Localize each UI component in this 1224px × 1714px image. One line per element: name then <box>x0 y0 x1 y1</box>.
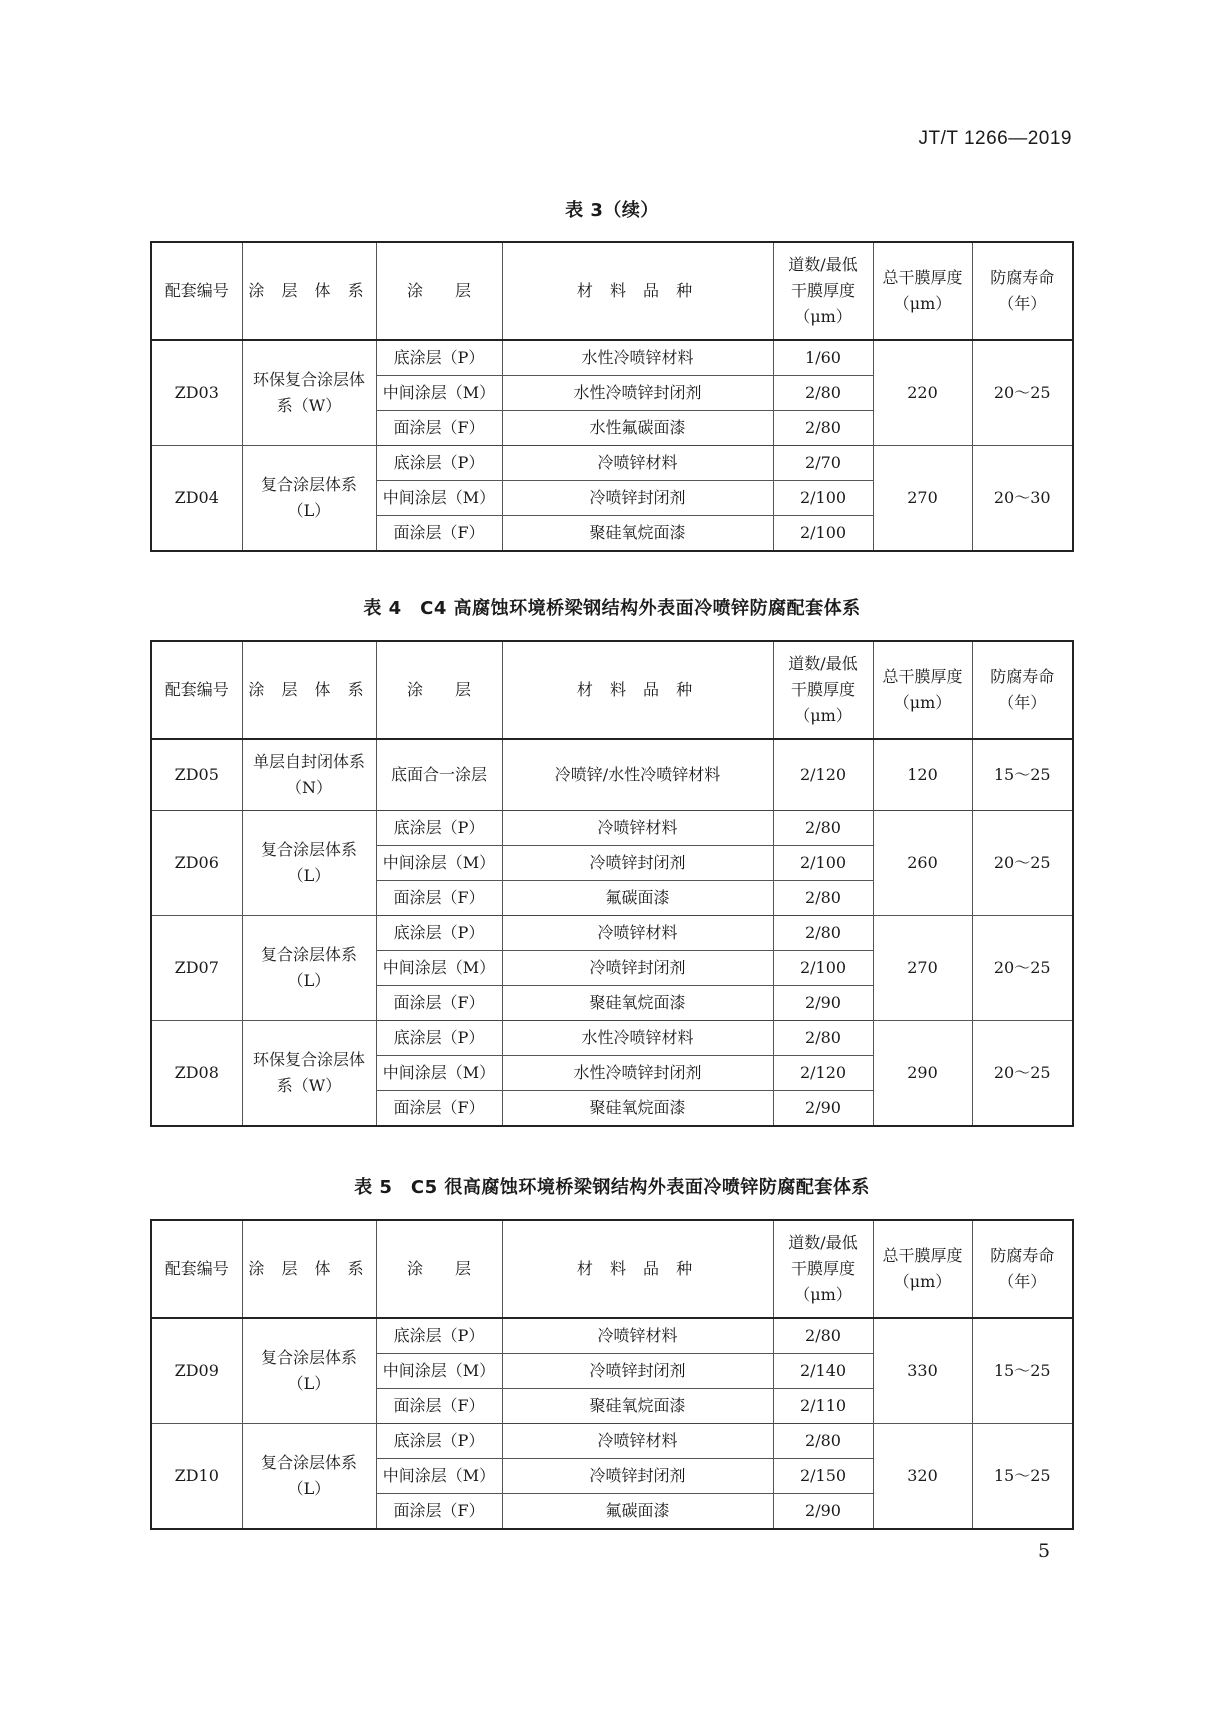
coating-system-label: 复合涂层体系（L） <box>260 475 357 520</box>
material-cell: 氟碳面漆 <box>502 1494 773 1530</box>
col-header-code: 配套编号 <box>151 1220 242 1318</box>
passes-thickness-cell: 2/80 <box>773 1424 873 1459</box>
system-code-cell: ZD03 <box>151 340 242 446</box>
coating-system-label: 复合涂层体系（L） <box>260 945 357 990</box>
coating-layer-cell: 面涂层（F） <box>376 1494 502 1530</box>
table-row <box>151 340 1073 376</box>
total-thickness-cell: 220 <box>873 340 972 446</box>
table-row <box>151 1318 1073 1354</box>
table-body <box>151 340 1073 551</box>
service-life-cell: 15～25 <box>972 1424 1073 1530</box>
system-code-cell: ZD10 <box>151 1424 242 1530</box>
table-header-row <box>151 641 1073 739</box>
table-4-caption: 表 4 C4 高腐蚀环境桥梁钢结构外表面冷喷锌防腐配套体系 <box>363 598 861 619</box>
coating-system-cell <box>242 1021 376 1127</box>
coating-system-label: 复合涂层体系（L） <box>260 1453 357 1498</box>
material-cell: 冷喷锌封闭剂 <box>502 1459 773 1494</box>
material-cell: 水性冷喷锌材料 <box>502 1021 773 1056</box>
service-life-cell: 15～25 <box>972 1318 1073 1424</box>
passes-thickness-cell: 2/100 <box>773 846 873 881</box>
col-header-coating: 涂 层 <box>376 641 502 739</box>
col-header-passes: 道数/最低 干膜厚度 （μm） <box>773 242 873 340</box>
coating-layer-cell: 中间涂层（M） <box>376 481 502 516</box>
total-thickness-cell: 120 <box>873 739 972 811</box>
coating-system-label: 复合涂层体系（L） <box>260 840 357 885</box>
table-5-caption: 表 5 C5 很高腐蚀环境桥梁钢结构外表面冷喷锌防腐配套体系 <box>354 1177 870 1198</box>
coating-system-label: 环保复合涂层体系（W） <box>253 370 366 415</box>
total-thickness-cell: 290 <box>873 1021 972 1127</box>
system-code-cell: ZD05 <box>151 739 242 811</box>
coating-system-cell <box>242 340 376 446</box>
coating-system-cell <box>242 1424 376 1530</box>
passes-thickness-cell: 2/140 <box>773 1354 873 1389</box>
material-cell: 冷喷锌材料 <box>502 1424 773 1459</box>
col-header-system: 涂 层 体 系 <box>242 1220 376 1318</box>
coating-layer-cell: 中间涂层（M） <box>376 951 502 986</box>
system-code-cell: ZD07 <box>151 916 242 1021</box>
col-header-system: 涂 层 体 系 <box>242 641 376 739</box>
material-cell: 冷喷锌材料 <box>502 916 773 951</box>
material-cell: 冷喷锌封闭剂 <box>502 951 773 986</box>
material-cell: 冷喷锌封闭剂 <box>502 481 773 516</box>
coating-layer-cell: 底涂层（P） <box>376 916 502 951</box>
service-life-cell: 20～25 <box>972 340 1073 446</box>
coating-system-cell <box>242 811 376 916</box>
material-cell: 聚硅氧烷面漆 <box>502 1091 773 1127</box>
material-cell: 水性冷喷锌材料 <box>502 340 773 376</box>
coating-layer-cell: 中间涂层（M） <box>376 376 502 411</box>
col-header-code: 配套编号 <box>151 641 242 739</box>
col-header-material: 材 料 品 种 <box>502 1220 773 1318</box>
table-row <box>151 811 1073 846</box>
coating-layer-cell: 中间涂层（M） <box>376 1056 502 1091</box>
service-life-cell: 20～30 <box>972 446 1073 552</box>
passes-thickness-cell: 2/110 <box>773 1389 873 1424</box>
table-3 <box>150 241 1074 552</box>
material-cell: 冷喷锌材料 <box>502 446 773 481</box>
material-cell: 水性冷喷锌封闭剂 <box>502 1056 773 1091</box>
service-life-cell: 20～25 <box>972 916 1073 1021</box>
col-header-coating: 涂 层 <box>376 242 502 340</box>
passes-thickness-cell: 2/90 <box>773 1091 873 1127</box>
coating-layer-cell: 底涂层（P） <box>376 1318 502 1354</box>
material-cell: 冷喷锌封闭剂 <box>502 846 773 881</box>
passes-thickness-cell: 2/70 <box>773 446 873 481</box>
passes-thickness-cell: 2/100 <box>773 951 873 986</box>
material-cell: 聚硅氧烷面漆 <box>502 986 773 1021</box>
table-row <box>151 916 1073 951</box>
service-life-cell: 20～25 <box>972 1021 1073 1127</box>
coating-system-label: 复合涂层体系（L） <box>260 1348 357 1393</box>
system-code-cell: ZD04 <box>151 446 242 552</box>
coating-layer-cell: 面涂层（F） <box>376 1091 502 1127</box>
material-cell: 冷喷锌封闭剂 <box>502 1354 773 1389</box>
coating-system-label: 环保复合涂层体系（W） <box>253 1050 366 1095</box>
page-number: 5 <box>1038 1540 1051 1562</box>
passes-thickness-cell: 2/80 <box>773 811 873 846</box>
passes-thickness-cell: 2/80 <box>773 411 873 446</box>
system-code-cell: ZD08 <box>151 1021 242 1127</box>
material-cell: 氟碳面漆 <box>502 881 773 916</box>
passes-thickness-cell: 2/90 <box>773 986 873 1021</box>
coating-system-cell <box>242 1318 376 1424</box>
coating-layer-cell: 底涂层（P） <box>376 811 502 846</box>
table-body <box>151 739 1073 1126</box>
table-body <box>151 1318 1073 1529</box>
coating-layer-cell: 中间涂层（M） <box>376 1354 502 1389</box>
coating-layer-cell: 面涂层（F） <box>376 881 502 916</box>
table-row <box>151 1021 1073 1056</box>
coating-layer-cell: 面涂层（F） <box>376 411 502 446</box>
material-cell: 冷喷锌材料 <box>502 1318 773 1354</box>
coating-layer-cell: 面涂层（F） <box>376 986 502 1021</box>
coating-layer-cell: 底面合一涂层 <box>376 739 502 811</box>
coating-system-label: 单层自封闭体系（N） <box>253 752 366 797</box>
material-cell: 聚硅氧烷面漆 <box>502 516 773 552</box>
passes-thickness-cell: 2/90 <box>773 1494 873 1530</box>
col-header-code: 配套编号 <box>151 242 242 340</box>
passes-thickness-cell: 2/80 <box>773 916 873 951</box>
passes-thickness-cell: 2/120 <box>773 1056 873 1091</box>
material-cell: 水性氟碳面漆 <box>502 411 773 446</box>
total-thickness-cell: 270 <box>873 916 972 1021</box>
passes-thickness-cell: 2/120 <box>773 739 873 811</box>
coating-layer-cell: 底涂层（P） <box>376 446 502 481</box>
material-cell: 冷喷锌/水性冷喷锌材料 <box>502 739 773 811</box>
col-header-material: 材 料 品 种 <box>502 242 773 340</box>
passes-thickness-cell: 2/150 <box>773 1459 873 1494</box>
total-thickness-cell: 330 <box>873 1318 972 1424</box>
material-cell: 水性冷喷锌封闭剂 <box>502 376 773 411</box>
passes-thickness-cell: 2/100 <box>773 481 873 516</box>
table-row <box>151 446 1073 481</box>
total-thickness-cell: 320 <box>873 1424 972 1530</box>
coating-system-cell <box>242 916 376 1021</box>
coating-layer-cell: 中间涂层（M） <box>376 1459 502 1494</box>
standard-code: JT/T 1266—2019 <box>918 128 1072 149</box>
coating-layer-cell: 面涂层（F） <box>376 516 502 552</box>
coating-layer-cell: 底涂层（P） <box>376 1021 502 1056</box>
passes-thickness-cell: 1/60 <box>773 340 873 376</box>
table-row <box>151 1424 1073 1459</box>
service-life-cell: 15～25 <box>972 739 1073 811</box>
table-row <box>151 739 1073 811</box>
total-thickness-cell: 270 <box>873 446 972 552</box>
passes-thickness-cell: 2/80 <box>773 1318 873 1354</box>
coating-system-cell <box>242 446 376 552</box>
col-header-life: 防腐寿命 （年） <box>972 1220 1073 1318</box>
col-header-material: 材 料 品 种 <box>502 641 773 739</box>
total-thickness-cell: 260 <box>873 811 972 916</box>
col-header-coating: 涂 层 <box>376 1220 502 1318</box>
service-life-cell: 20～25 <box>972 811 1073 916</box>
material-cell: 聚硅氧烷面漆 <box>502 1389 773 1424</box>
col-header-passes: 道数/最低 干膜厚度 （μm） <box>773 1220 873 1318</box>
table-5 <box>150 1219 1074 1530</box>
col-header-total: 总干膜厚度 （μm） <box>873 1220 972 1318</box>
col-header-total: 总干膜厚度 （μm） <box>873 641 972 739</box>
coating-system-cell <box>242 739 376 811</box>
table-header-row <box>151 1220 1073 1318</box>
col-header-life: 防腐寿命 （年） <box>972 242 1073 340</box>
coating-layer-cell: 面涂层（F） <box>376 1389 502 1424</box>
system-code-cell: ZD06 <box>151 811 242 916</box>
table-header-row <box>151 242 1073 340</box>
col-header-system: 涂 层 体 系 <box>242 242 376 340</box>
passes-thickness-cell: 2/100 <box>773 516 873 552</box>
passes-thickness-cell: 2/80 <box>773 376 873 411</box>
coating-layer-cell: 中间涂层（M） <box>376 846 502 881</box>
passes-thickness-cell: 2/80 <box>773 1021 873 1056</box>
col-header-life: 防腐寿命 （年） <box>972 641 1073 739</box>
coating-layer-cell: 底涂层（P） <box>376 340 502 376</box>
material-cell: 冷喷锌材料 <box>502 811 773 846</box>
system-code-cell: ZD09 <box>151 1318 242 1424</box>
col-header-passes: 道数/最低 干膜厚度 （μm） <box>773 641 873 739</box>
table-4 <box>150 640 1074 1127</box>
passes-thickness-cell: 2/80 <box>773 881 873 916</box>
table-3-caption: 表 3（续） <box>565 200 659 221</box>
coating-layer-cell: 底涂层（P） <box>376 1424 502 1459</box>
col-header-total: 总干膜厚度 （μm） <box>873 242 972 340</box>
